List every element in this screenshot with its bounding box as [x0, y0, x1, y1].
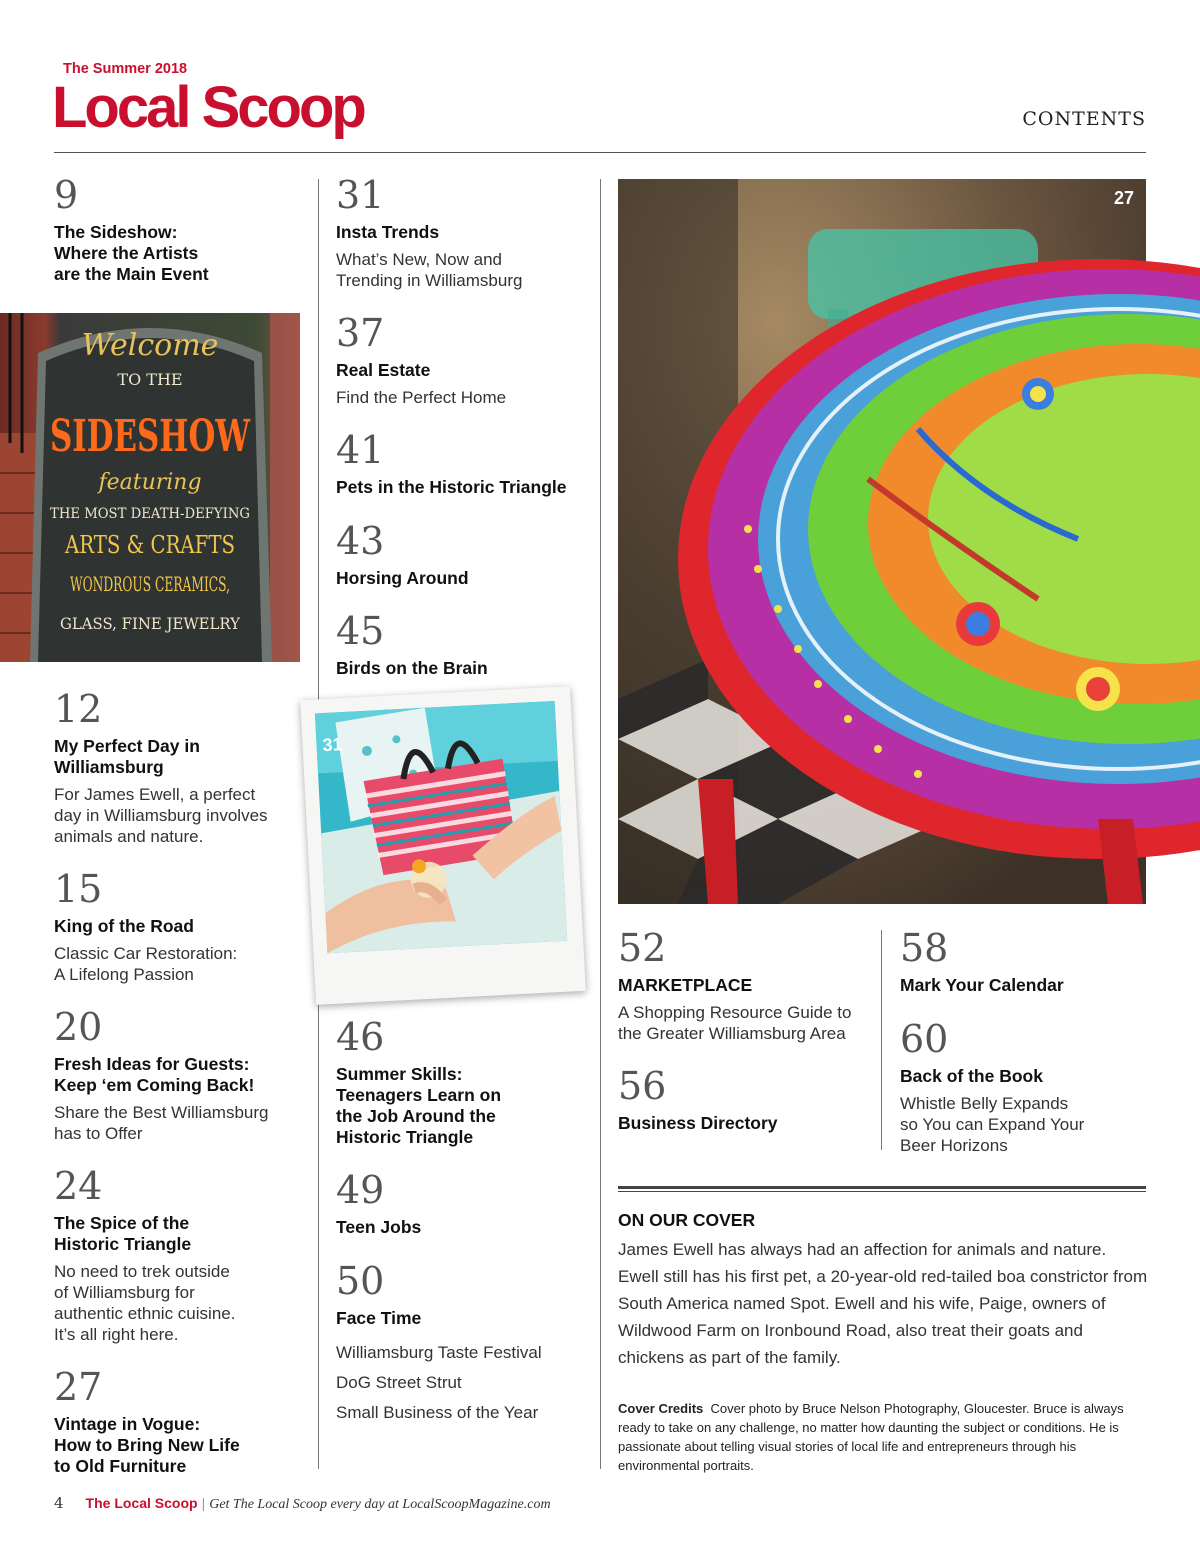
entry-title: Back of the Book — [900, 1066, 1043, 1086]
page-number: 12 — [54, 687, 103, 731]
entry-title: Insta Trends — [336, 222, 440, 242]
page-number: 9 — [54, 173, 79, 217]
page-number: 15 — [54, 867, 103, 911]
toc-entry[interactable] — [900, 1017, 1085, 1156]
entry-description: A Shopping Resource Guide to the Greater Williamsburg Area — [618, 1003, 852, 1043]
page-number: 43 — [336, 519, 385, 563]
entry-title: Business Directory — [618, 1113, 778, 1133]
toc-entry[interactable] — [336, 1168, 422, 1238]
entry-title: Mark Your Calendar — [900, 975, 1064, 995]
cover-divider — [618, 1186, 1146, 1189]
entry-title: Summer Skills: Teenagers Learn on the Job Around the Historic Triangle — [336, 1064, 502, 1147]
page-number: 52 — [618, 926, 667, 970]
toc-entry[interactable] — [54, 1365, 240, 1477]
page-number: 56 — [618, 1064, 667, 1108]
cover-description: James Ewell has always had an affection for animals and nature. Ewell still has his first pet, a 20-year-old red-tailed boa constrictor from South America named Spot. Ewell and his wife, Paige, owners of Wildwood Farm on Ironbound Road, also treat their goats and chickens as part of the family. — [618, 1240, 1148, 1367]
page-number: 24 — [54, 1164, 103, 1208]
mosaic-table-photo — [618, 179, 1146, 904]
page-number: 27 — [54, 1365, 103, 1409]
cover-divider — [618, 1191, 1146, 1192]
svg-text:SIDESHOW: SIDESHOW — [50, 411, 251, 462]
toc-entry[interactable] — [336, 311, 507, 408]
entry-item: DoG Street Strut — [336, 1373, 462, 1392]
toc-entry[interactable] — [54, 687, 268, 847]
entry-description: Classic Car Restoration: A Lifelong Passion — [54, 944, 238, 984]
toc-entry[interactable] — [54, 173, 209, 285]
page-number: 50 — [336, 1259, 385, 1303]
column-divider-2 — [600, 179, 601, 1469]
entry-description: For James Ewell, a perfect day in Williamsburg involves animals and nature. — [54, 785, 268, 846]
header-divider — [54, 152, 1146, 153]
entry-description: What’s New, Now and Trending in Williamsburg — [336, 250, 523, 290]
edition-label: The Summer 2018 — [63, 61, 188, 77]
toc-entry[interactable] — [618, 926, 852, 1044]
entry-title: Pets in the Historic Triangle — [336, 477, 567, 497]
page-number: 31 — [336, 173, 385, 217]
entry-title: The Sideshow: Where the Artists are the Main Event — [54, 222, 209, 284]
cover-credits-label: Cover Credits — [618, 1401, 704, 1416]
toc-entry[interactable] — [54, 1005, 269, 1144]
sign-text: Welcome — [81, 328, 219, 363]
entry-item: Small Business of the Year — [336, 1403, 539, 1422]
svg-text:THE MOST DEATH-DEFYING: THE MOST DEATH-DEFYING — [50, 506, 250, 522]
entry-title: The Spice of the Historic Triangle — [54, 1213, 192, 1254]
entry-title: King of the Road — [54, 916, 194, 936]
toc-entry[interactable] — [336, 1015, 502, 1148]
photo-page-number: 27 — [1113, 188, 1134, 208]
footer-tagline-link[interactable]: Get The Local Scoop every day at LocalScoopMagazine.com — [209, 1497, 551, 1512]
section-title: CONTENTS — [1022, 108, 1146, 130]
entry-item: Williamsburg Taste Festival — [336, 1343, 542, 1362]
column-divider-3 — [881, 930, 882, 1150]
entry-description: Share the Best Williamsburg has to Offer — [54, 1103, 269, 1143]
svg-text:TO THE: TO THE — [117, 370, 183, 389]
toc-entry[interactable] — [54, 1164, 236, 1345]
page-number: 41 — [336, 428, 385, 472]
page-number: 45 — [336, 609, 385, 653]
footer-separator: | — [201, 1495, 206, 1511]
pool-bag-photo — [315, 701, 567, 953]
toc-entry[interactable] — [54, 867, 238, 985]
toc-entry[interactable] — [900, 926, 1064, 996]
toc-entry[interactable] — [336, 428, 567, 498]
entry-title: Fresh Ideas for Guests: Keep ‘em Coming Back! — [54, 1054, 255, 1095]
entry-description: No need to trek outside of Williamsburg for authentic ethnic cuisine. It’s all right here. — [54, 1262, 236, 1344]
svg-text:GLASS, FINE JEWELRY: GLASS, FINE JEWELRY — [60, 614, 241, 633]
entry-title: Birds on the Brain — [336, 658, 488, 678]
entry-title: My Perfect Day in Williamsburg — [54, 736, 200, 777]
toc-entry[interactable] — [336, 609, 488, 679]
page-number: 20 — [54, 1005, 103, 1049]
toc-entry[interactable] — [336, 519, 469, 589]
magazine-logo: Local Scoop — [52, 75, 364, 140]
cover-credits — [618, 1399, 1148, 1475]
photo-page-number: 31 — [322, 734, 344, 756]
svg-text:WONDROUS CERAMICS,: WONDROUS CERAMICS, — [70, 572, 230, 596]
sideshow-sign-photo — [0, 313, 300, 662]
entry-title: Teen Jobs — [336, 1217, 422, 1237]
entry-title: Real Estate — [336, 360, 431, 380]
toc-entry[interactable] — [336, 173, 523, 291]
page-footer — [54, 1494, 551, 1513]
page-number: 46 — [336, 1015, 385, 1059]
page-number: 37 — [336, 311, 385, 355]
toc-entry[interactable] — [618, 1064, 778, 1134]
page-number: 60 — [900, 1017, 949, 1061]
polaroid-photo-frame — [300, 686, 586, 1005]
svg-text:featuring: featuring — [98, 470, 202, 495]
entry-title: Vintage in Vogue: How to Bring New Life to Old Furniture — [54, 1414, 240, 1476]
cover-credits-text: Cover photo by Bruce Nelson Photography, Gloucester. Bruce is always ready to take on any challenge, no matter how daunting the subject or conditions. He is passionate about telling visual stories of local life and entrepreneurs through his environmental portraits. — [618, 1401, 1124, 1473]
entry-title: MARKETPLACE — [618, 975, 753, 995]
entry-description: Whistle Belly Expands so You can Expand Your Beer Horizons — [900, 1094, 1085, 1155]
svg-text:ARTS & CRAFTS: ARTS & CRAFTS — [64, 531, 235, 559]
entry-title: Face Time — [336, 1308, 422, 1328]
page-number: 49 — [336, 1168, 385, 1212]
footer-page-number: 4 — [54, 1494, 64, 1512]
footer-brand: The Local Scoop — [85, 1495, 198, 1511]
page-number: 58 — [900, 926, 949, 970]
toc-entry[interactable] — [336, 1259, 542, 1428]
entry-title: Horsing Around — [336, 568, 469, 588]
cover-heading: ON OUR COVER — [618, 1210, 756, 1230]
entry-description: Find the Perfect Home — [336, 388, 507, 407]
